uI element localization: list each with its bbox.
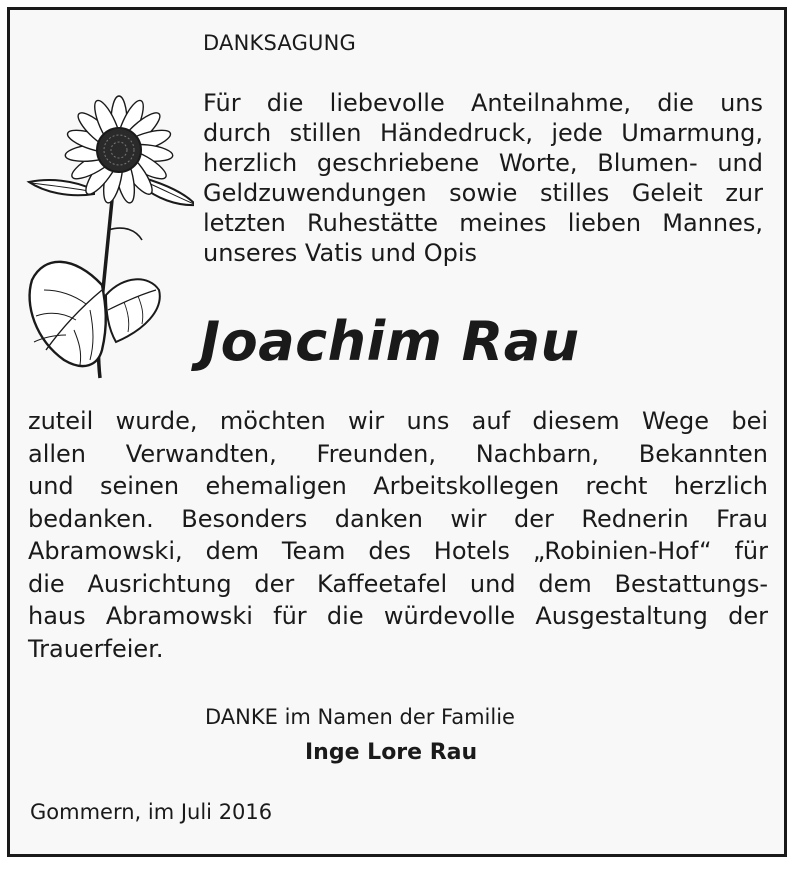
notice-heading: DANKSAGUNG — [203, 31, 356, 55]
body-line: Abramowski, dem Team des Hotels „Robinien-Hof“ für — [28, 537, 768, 565]
sunflower-icon — [24, 80, 194, 380]
body-line: bedanken. Besonders danken wir der Rednerin Frau — [28, 504, 768, 533]
intro-line: unseres Vatis und Opis — [203, 239, 477, 267]
body-line: allen Verwandten, Freunden, Nachbarn, Bekannten — [28, 439, 768, 468]
body-paragraph — [28, 405, 768, 665]
body-line: zuteil wurde, möchten wir uns auf diesem Wege bei — [28, 407, 768, 435]
intro-line: letzten Ruhestätte meines lieben Mannes, — [203, 209, 763, 237]
body-line: und seinen ehemaligen Arbeitskollegen recht herzlich — [28, 472, 768, 500]
family-thanks-line: DANKE im Namen der Familie — [205, 705, 515, 729]
intro-line: herzlich geschriebene Worte, Blumen- und — [203, 149, 763, 177]
signer-name: Inge Lore Rau — [305, 740, 478, 765]
deceased-name: Joachim Rau — [200, 310, 580, 373]
body-line: haus Abramowski für die würdevolle Ausgestaltung der — [28, 602, 768, 630]
body-line: Trauerfeier. — [28, 634, 164, 663]
intro-line: Geldzuwendungen sowie stilles Geleit zur — [203, 179, 763, 207]
place-date: Gommern, im Juli 2016 — [30, 800, 273, 824]
intro-line: Für die liebevolle Anteilnahme, die uns — [203, 89, 763, 117]
intro-paragraph — [203, 88, 763, 268]
intro-line: durch stillen Händedruck, jede Umarmung, — [203, 119, 763, 147]
body-line: die Ausrichtung der Kaffeetafel und dem Bestattungs- — [28, 569, 768, 598]
